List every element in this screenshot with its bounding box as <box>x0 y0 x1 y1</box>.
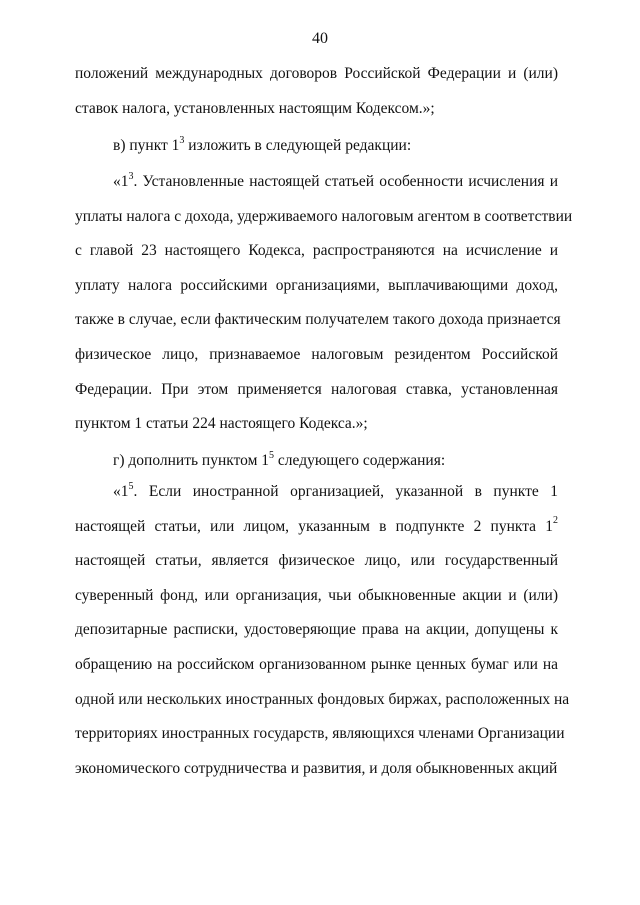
superscript: 5 <box>128 480 134 492</box>
line-text: в) пункт 1 <box>113 137 180 154</box>
line-text: . Установленные настоящей статьей особенности исчисления и <box>133 173 558 190</box>
paragraph-3-line-5: также в случае, если фактическим получателем такого дохода признается <box>75 311 561 329</box>
paragraph-3-line-8: пунктом 1 статьи 224 настоящего Кодекса.»; <box>75 415 368 433</box>
paragraph-3-line-1 <box>113 172 558 192</box>
line-text: следующего содержания: <box>274 452 446 469</box>
paragraph-5-line-8: территориях иностранных государств, являющихся членами Организации <box>75 725 565 743</box>
paragraph-3-line-4: уплату налога российскими организациями, выплачивающими доход, <box>75 276 558 294</box>
paragraph-1-line-1: положений международных договоров Российской Федерации и (или) <box>75 65 558 82</box>
line-text: г) дополнить пунктом 1 <box>113 452 270 469</box>
page-number: 40 <box>312 30 328 47</box>
paragraph-3-line-2: уплаты налога с дохода, удерживаемого налоговым агентом в соответствии <box>75 207 573 225</box>
paragraph-4-line-1 <box>113 451 558 471</box>
paragraph-5-line-6: обращению на российском организованном рынке ценных бумаг или на <box>75 656 558 673</box>
paragraph-3-line-6: физическое лицо, признаваемое налоговым резидентом Российской <box>75 346 558 363</box>
line-text: «1 <box>113 173 129 190</box>
paragraph-5-line-2 <box>75 517 558 537</box>
line-text: настоящей статьи, или лицом, указанным в подпункте 2 пункта 1 <box>75 517 553 535</box>
paragraph-5-line-3: настоящей статьи, является физическое лицо, или государственный <box>75 552 558 570</box>
paragraph-3-line-3: с главой 23 настоящего Кодекса, распространяются на исчисление и <box>75 242 558 260</box>
paragraph-5-line-9: экономического сотрудничества и развития, и доля обыкновенных акций <box>75 759 558 777</box>
superscript: 3 <box>179 134 185 146</box>
line-text: «1 <box>113 483 129 500</box>
line-text: . Если иностранной организацией, указанной в пункте 1 <box>133 483 558 500</box>
paragraph-5-line-4: суверенный фонд, или организация, чьи обыкновенные акции и (или) <box>75 586 558 604</box>
superscript: 3 <box>128 170 134 182</box>
paragraph-1-line-2: ставок налога, установленных настоящим Кодексом.»; <box>75 99 435 117</box>
paragraph-3-line-7: Федерации. При этом применяется налоговая ставка, установленная <box>75 380 558 398</box>
paragraph-5-line-5: депозитарные расписки, удостоверяющие права на акции, допущены к <box>75 621 558 639</box>
paragraph-2-line-1 <box>113 136 558 156</box>
paragraph-5-line-1 <box>113 482 558 502</box>
superscript: 2 <box>553 515 558 527</box>
paragraph-5-line-7: одной или нескольких иностранных фондовых биржах, расположенных на <box>75 690 570 708</box>
superscript: 5 <box>269 449 275 461</box>
line-text: изложить в следующей редакции: <box>184 137 412 154</box>
